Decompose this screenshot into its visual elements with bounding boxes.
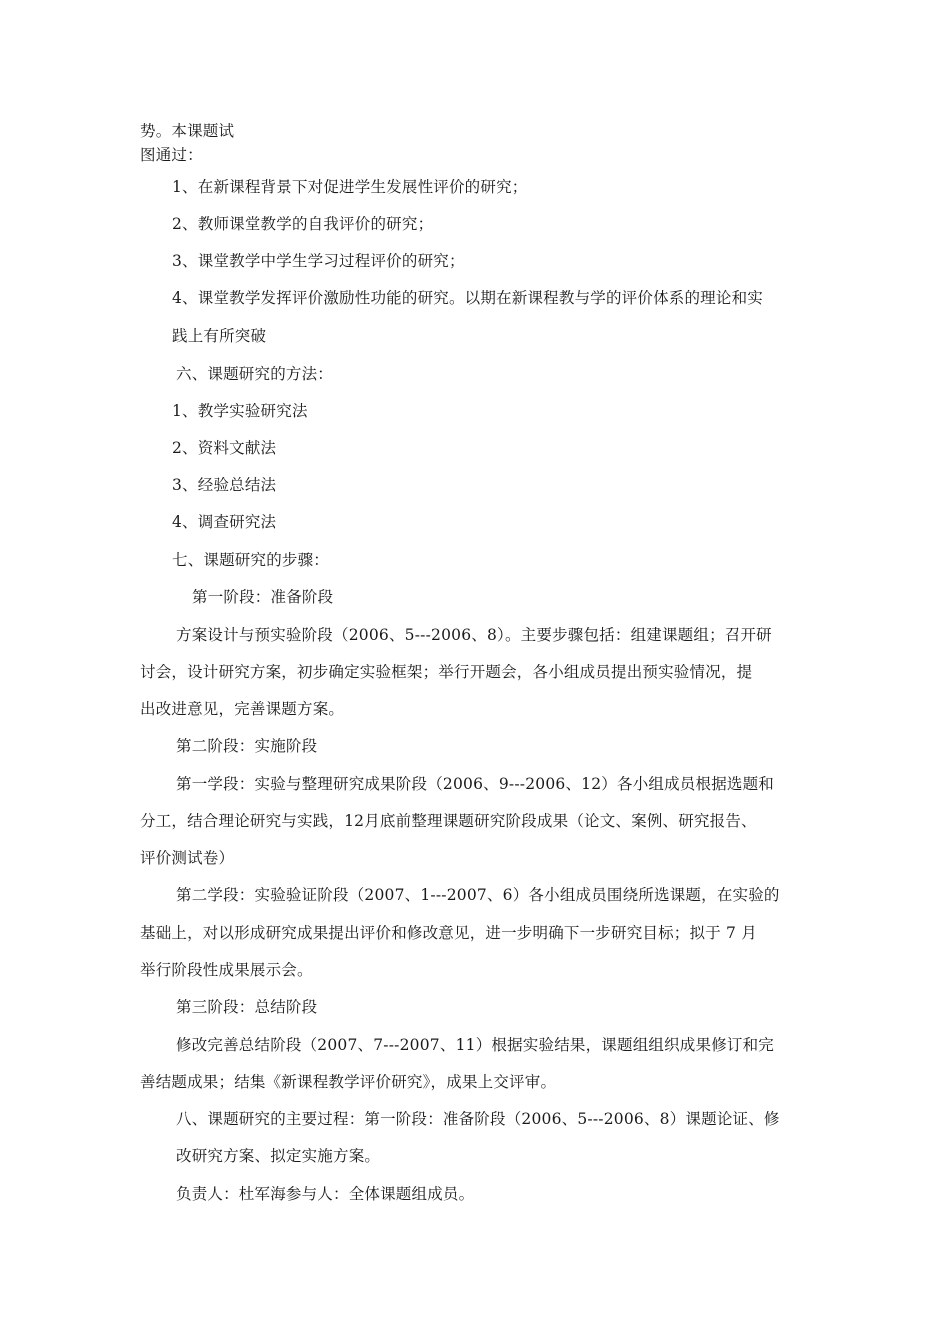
paragraph-line: 负责人：杜军海参与人：全体课题组成员。 [176, 1185, 475, 1203]
paragraph-line: 第一学段：实验与整理研究成果阶段（2006、9---2006、12）各小组成员根据选题和 [176, 775, 774, 793]
paragraph-line: 第二学段：实验验证阶段（2007、1---2007、6）各小组成员围绕所选课题，在实验的 [176, 886, 780, 904]
text-line: 势。本课题试 [140, 122, 235, 140]
list-item: 1、在新课程背景下对促进学生发展性评价的研究； [172, 178, 528, 196]
list-item: 3、经验总结法 [172, 476, 277, 494]
section-heading: 七、课题研究的步骤： [172, 551, 330, 569]
paragraph-line: 分工，结合理论研究与实践，12月底前整理课题研究阶段成果（论文、案例、研究报告、 [140, 812, 757, 830]
stage-heading: 第三阶段：总结阶段 [176, 998, 318, 1016]
section-heading: 六、课题研究的方法： [176, 365, 334, 383]
stage-heading: 第一阶段：准备阶段 [192, 588, 334, 606]
paragraph-line: 讨会，设计研究方案，初步确定实验框架；举行开题会，各小组成员提出预实验情况，提 [140, 663, 753, 681]
text-line: 图通过： [140, 146, 203, 164]
list-item: 4、调查研究法 [172, 513, 277, 531]
list-item: 3、课堂教学中学生学习过程评价的研究； [172, 252, 465, 270]
paragraph-line: 基础上，对以形成研究成果提出评价和修改意见，进一步明确下一步研究目标；拟于 7 月 [140, 924, 757, 942]
section-heading: 八、课题研究的主要过程：第一阶段：准备阶段（2006、5---2006、8）课题论证、修 [176, 1110, 780, 1128]
paragraph-line: 举行阶段性成果展示会。 [140, 961, 313, 979]
paragraph-line: 评价测试卷） [140, 849, 235, 867]
paragraph-line: 方案设计与预实验阶段（2006、5---2006、8）。主要步骤包括：组建课题组；召开研 [176, 626, 772, 644]
list-item: 2、教师课堂教学的自我评价的研究； [172, 215, 434, 233]
list-item: 4、课堂教学发挥评价激励性功能的研究。以期在新课程教与学的评价体系的理论和实 [172, 289, 763, 307]
paragraph-line: 改研究方案、拟定实施方案。 [176, 1147, 381, 1165]
stage-heading: 第二阶段：实施阶段 [176, 737, 318, 755]
text-line: 践上有所突破 [172, 327, 267, 345]
paragraph-line: 出改进意见，完善课题方案。 [140, 700, 345, 718]
list-item: 1、教学实验研究法 [172, 402, 308, 420]
paragraph-line: 善结题成果；结集《新课程教学评价研究》，成果上交评审。 [140, 1073, 557, 1091]
list-item: 2、资料文献法 [172, 439, 277, 457]
paragraph-line: 修改完善总结阶段（2007、7---2007、11）根据实验结果，课题组组织成果修订和完 [176, 1036, 774, 1054]
